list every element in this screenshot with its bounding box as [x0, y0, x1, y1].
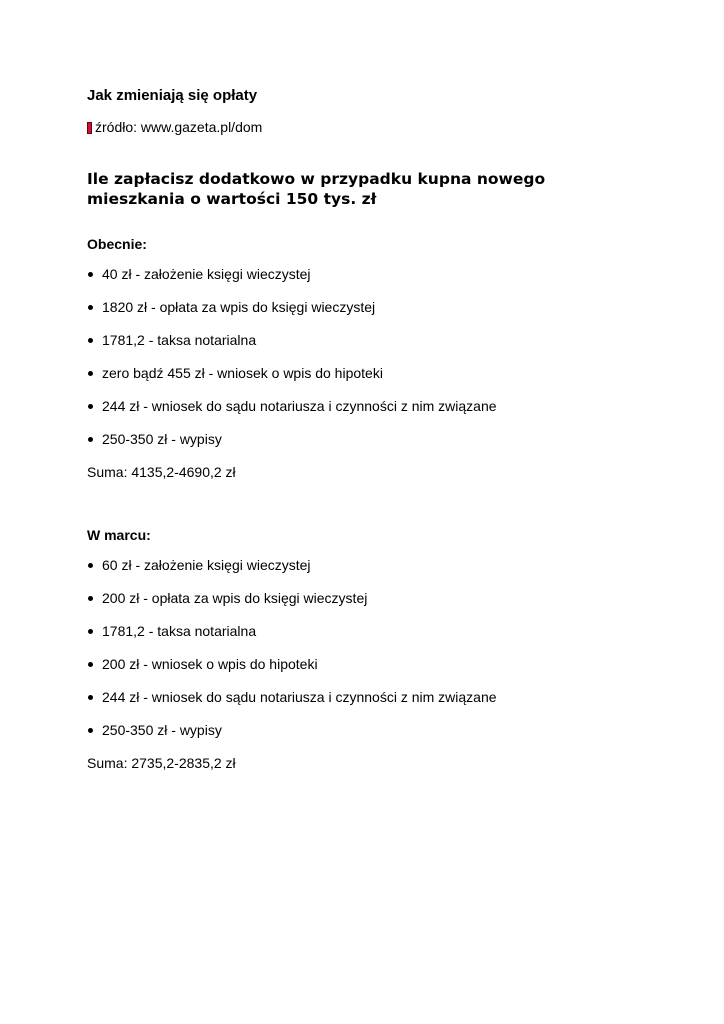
list-item: 200 zł - wniosek o wpis do hipoteki [87, 656, 667, 673]
list-item: 200 zł - opłata za wpis do księgi wieczystej [87, 590, 667, 607]
list-item: 250-350 zł - wypisy [87, 431, 667, 448]
source-marker-icon [87, 122, 92, 134]
list-item: 40 zł - założenie księgi wieczystej [87, 266, 667, 283]
sum-march: Suma: 2735,2-2835,2 zł [87, 755, 236, 771]
list-item: 60 zł - założenie księgi wieczystej [87, 557, 667, 574]
document-page [87, 87, 667, 772]
list-item: 1781,2 - taksa notarialna [87, 623, 667, 640]
list-item: 250-350 zł - wypisy [87, 722, 667, 739]
source-line [87, 119, 667, 136]
list-item: 1781,2 - taksa notarialna [87, 332, 667, 349]
list-item: zero bądź 455 zł - wniosek o wpis do hipoteki [87, 365, 667, 382]
sum-now: Suma: 4135,2-4690,2 zł [87, 464, 236, 480]
fee-list-march [87, 557, 667, 739]
source-text: źródło: www.gazeta.pl/dom [95, 119, 263, 135]
list-item: 244 zł - wniosek do sądu notariusza i czynności z nim związane [87, 398, 667, 415]
document-title: Jak zmieniają się opłaty [87, 87, 258, 104]
headline: Ile zapłacisz dodatkowo w przypadku kupna nowego mieszkania o wartości 150 tys. zł [87, 170, 546, 208]
fee-list-now [87, 266, 667, 448]
list-item: 1820 zł - opłata za wpis do księgi wieczystej [87, 299, 667, 316]
list-item: 244 zł - wniosek do sądu notariusza i czynności z nim związane [87, 689, 667, 706]
section-label-march: W marcu: [87, 527, 151, 543]
section-label-now: Obecnie: [87, 236, 147, 252]
